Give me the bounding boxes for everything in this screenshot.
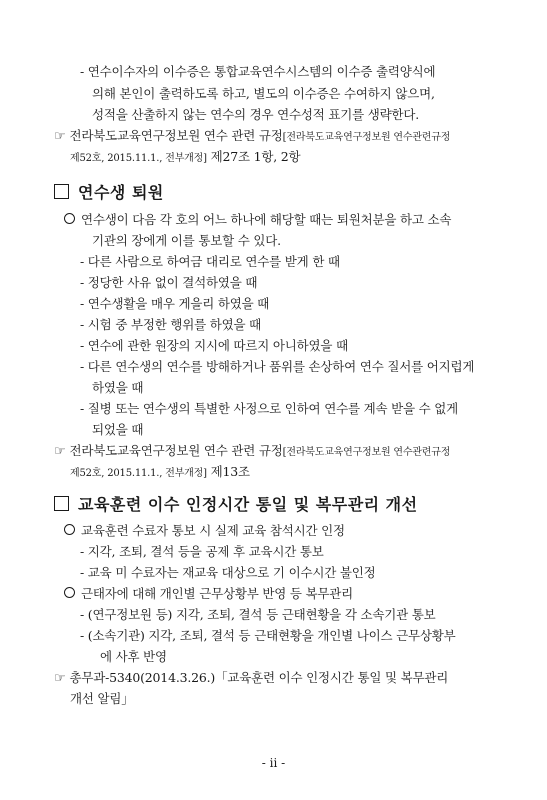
circle-item-text: 교육훈련 수료자 통보 시 실제 교육 참석시간 인정 xyxy=(81,523,345,538)
pointing-hand-icon: ☞ xyxy=(54,671,66,686)
reference-source: 제52호, 2015.11.1., 전부개정] xyxy=(70,468,207,479)
dash-item-continuation: 하였을 때 xyxy=(92,380,144,395)
section-title: 교육훈련 이수 인정시간 통일 및 복무관리 개선 xyxy=(78,495,418,514)
circle-bullet-icon xyxy=(64,213,75,224)
section-heading xyxy=(54,183,164,203)
reference-title: 전라북도교육연구정보원 연수 관련 규정 xyxy=(69,443,283,458)
dash-item: - 연수이수자의 이수증은 통합교육연수시스템의 이수증 출력양식에 xyxy=(80,64,436,79)
reference-source: [전라북도교육연구정보원 연수관련규정 xyxy=(282,447,451,458)
section-heading xyxy=(54,495,418,515)
reference-line xyxy=(54,128,450,146)
dash-item: - (소속기관) 지각, 조퇴, 결석 등 근태현황을 개인별 나이스 근무상황부 xyxy=(80,628,456,643)
circle-item xyxy=(64,586,353,602)
reference-article: 제27조 1항, 2항 xyxy=(210,149,301,164)
dash-item: - 다른 사람으로 하여금 대리로 연수를 받게 한 때 xyxy=(80,254,340,269)
reference-line-continuation xyxy=(70,464,250,482)
reference-source: [전라북도교육연구정보원 연수관련규정 xyxy=(282,132,451,143)
pointing-hand-icon: ☞ xyxy=(54,129,66,144)
dash-item: - 연수생활을 매우 게을리 하였을 때 xyxy=(80,296,270,311)
dash-item-continuation: 의해 본인이 출력하도록 하고, 별도의 이수증은 수여하지 않으며, xyxy=(92,86,435,101)
square-bullet-icon xyxy=(54,496,69,511)
square-bullet-icon xyxy=(54,184,69,199)
reference-article: 제13조 xyxy=(210,464,250,479)
reference-line xyxy=(54,443,450,461)
dash-item-continuation: 되었을 때 xyxy=(92,422,144,437)
dash-item: - 질병 또는 연수생의 특별한 사정으로 인하여 연수를 계속 받을 수 없게 xyxy=(80,401,459,416)
circle-item-text: 연수생이 다음 각 호의 어느 하나에 해당할 때는 퇴원처분을 하고 소속 xyxy=(81,212,452,227)
circle-item-text: 근태자에 대해 개인별 근무상황부 반영 등 복무관리 xyxy=(81,586,354,601)
circle-item xyxy=(64,523,345,539)
reference-text: 총무과-5340(2014.3.26.)「교육훈련 이수 인정시간 통일 및 복무관리 xyxy=(69,670,449,685)
reference-title: 전라북도교육연구정보원 연수 관련 규정 xyxy=(69,128,283,143)
dash-item: - 시험 중 부정한 행위를 하였을 때 xyxy=(80,317,262,332)
dash-item: - (연구정보원 등) 지각, 조퇴, 결석 등 근태현황을 각 소속기관 통보 xyxy=(80,607,436,622)
reference-line xyxy=(54,670,448,687)
circle-item-continuation: 기관의 장에게 이를 통보할 수 있다. xyxy=(92,233,281,248)
dash-item: - 연수에 관한 원장의 지시에 따르지 아니하였을 때 xyxy=(80,338,348,353)
reference-line-continuation xyxy=(70,149,300,167)
circle-item xyxy=(64,212,451,228)
page-number: - ii - xyxy=(261,756,286,770)
reference-line-continuation: 개선 알림」 xyxy=(70,691,134,706)
dash-item: - 정당한 사유 없이 결석하였을 때 xyxy=(80,275,258,290)
pointing-hand-icon: ☞ xyxy=(54,444,66,459)
circle-bullet-icon xyxy=(64,524,75,535)
dash-item: - 다른 연수생의 연수를 방해하거나 품위를 손상하여 연수 질서를 어지럽게 xyxy=(80,359,475,374)
reference-source: 제52호, 2015.11.1., 전부개정] xyxy=(70,153,207,164)
section-title: 연수생 퇴원 xyxy=(78,183,164,202)
dash-item: - 지각, 조퇴, 결석 등을 공제 후 교육시간 통보 xyxy=(80,544,324,559)
dash-item: - 교육 미 수료자는 재교육 대상으로 기 이수시간 불인정 xyxy=(80,565,376,580)
dash-item-continuation: 에 사후 반영 xyxy=(100,649,167,664)
circle-bullet-icon xyxy=(64,587,75,598)
dash-item-continuation: 성적을 산출하지 않는 연수의 경우 연수성적 표기를 생략한다. xyxy=(92,107,420,122)
